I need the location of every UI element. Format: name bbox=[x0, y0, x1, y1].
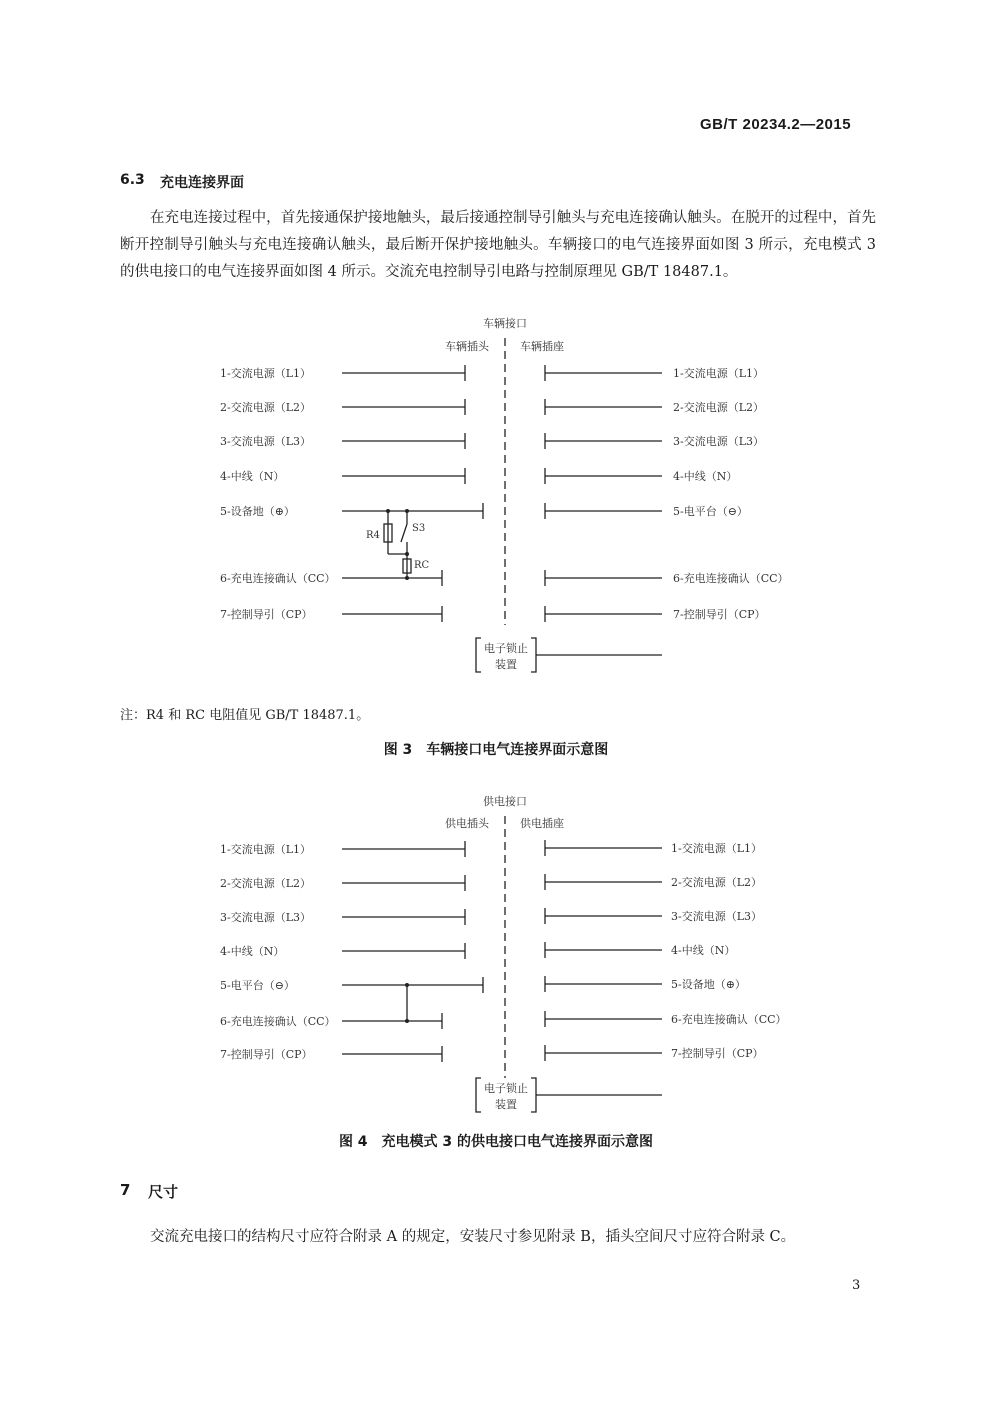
standard-code: GB/T 20234.2—2015 bbox=[700, 116, 852, 133]
fig3-top-title: 车辆接口 bbox=[483, 317, 527, 330]
s3-switch bbox=[401, 524, 407, 542]
fig4-right-label: 7-控制导引（CP） bbox=[671, 1047, 764, 1060]
fig3-caption: 图 3 车辆接口电气连接界面示意图 bbox=[383, 742, 609, 758]
figure-4-diagram bbox=[0, 788, 992, 1128]
fig3-left-label: 7-控制导引（CP） bbox=[220, 608, 313, 621]
fig4-lock-line1: 电子锁止 bbox=[484, 1082, 528, 1095]
fig4-socket-label: 供电插座 bbox=[520, 817, 564, 830]
fig3-right-label: 2-交流电源（L2） bbox=[673, 401, 765, 414]
fig3-right-label: 6-充电连接确认（CC） bbox=[673, 572, 789, 585]
fig4-left-label: 2-交流电源（L2） bbox=[220, 877, 312, 890]
section-7-paragraph bbox=[120, 1224, 876, 1251]
fig4-top-title: 供电接口 bbox=[483, 795, 527, 808]
fig3-plug-label: 车辆插头 bbox=[445, 340, 489, 353]
fig4-left-label: 6-充电连接确认（CC） bbox=[220, 1015, 336, 1028]
junction-dot bbox=[405, 552, 409, 556]
fig3-right-label: 1-交流电源（L1） bbox=[673, 367, 765, 380]
junction-dot bbox=[405, 509, 409, 513]
fig4-caption: 图 4 充电模式 3 的供电接口电气连接界面示意图 bbox=[338, 1134, 654, 1150]
fig3-lock-line1: 电子锁止 bbox=[484, 642, 528, 655]
fig4-left-label: 5-电平台（⊖） bbox=[220, 979, 295, 992]
fig3-left-label: 1-交流电源（L1） bbox=[220, 367, 312, 380]
fig4-left-label: 7-控制导引（CP） bbox=[220, 1048, 313, 1061]
lock-bracket-right bbox=[531, 1078, 536, 1112]
fig3-left-label: 3-交流电源（L3） bbox=[220, 435, 312, 448]
lock-bracket-left bbox=[476, 638, 481, 672]
fig4-right-label: 2-交流电源（L2） bbox=[671, 876, 763, 889]
fig3-note: 注：R4 和 RC 电阻值见 GB/T 18487.1。 bbox=[120, 708, 370, 723]
section-6-3-paragraph bbox=[120, 205, 876, 286]
section-6-3-number: 6.3 bbox=[120, 172, 145, 188]
junction-dot bbox=[405, 983, 409, 987]
fig4-right-label: 4-中线（N） bbox=[671, 944, 736, 957]
fig4-left-label: 4-中线（N） bbox=[220, 945, 285, 958]
junction-dot bbox=[405, 1019, 409, 1023]
fig3-lock-line2: 装置 bbox=[495, 658, 517, 671]
fig3-right-label: 7-控制导引（CP） bbox=[673, 608, 766, 621]
fig4-left-label: 1-交流电源（L1） bbox=[220, 843, 312, 856]
fig3-socket-label: 车辆插座 bbox=[520, 340, 564, 353]
section-6-3-title: 充电连接界面 bbox=[160, 175, 244, 191]
fig4-lock-line2: 装置 bbox=[495, 1098, 517, 1111]
fig4-right-label: 6-充电连接确认（CC） bbox=[671, 1013, 787, 1026]
fig3-left-label: 2-交流电源（L2） bbox=[220, 401, 312, 414]
fig4-right-label: 1-交流电源（L1） bbox=[671, 842, 763, 855]
fig4-plug-label: 供电插头 bbox=[445, 817, 489, 830]
fig3-right-label: 3-交流电源（L3） bbox=[673, 435, 765, 448]
s3-label: S3 bbox=[412, 523, 426, 534]
fig3-left-label: 5-设备地（⊕） bbox=[220, 505, 295, 518]
fig3-right-label: 5-电平台（⊖） bbox=[673, 505, 748, 518]
section-7-title: 尺寸 bbox=[148, 1183, 179, 1201]
section-6-3-text: 在充电连接过程中，首先接通保护接地触头，最后接通控制导引触头与充电连接确认触头。在脱开的过程中，首先断开控制导引触头与充电连接确认触头，最后断开保护接地触头。车辆接口的电气连接界面如图 3 所示，充电模式 3 的供电接口的电气连接界面如图 4 所示。交流充电控制导引电路与控制原理见 GB/T 18487.1。 bbox=[120, 210, 876, 280]
fig3-left-label: 6-充电连接确认（CC） bbox=[220, 572, 336, 585]
fig4-right-label: 3-交流电源（L3） bbox=[671, 910, 763, 923]
r4-label: R4 bbox=[366, 530, 380, 541]
fig3-right-label: 4-中线（N） bbox=[673, 470, 738, 483]
section-7-text: 交流充电接口的结构尺寸应符合附录 A 的规定，安装尺寸参见附录 B，插头空间尺寸应符合附录 C。 bbox=[150, 1229, 796, 1245]
fig4-right-label: 5-设备地（⊕） bbox=[671, 978, 746, 991]
lock-bracket-left bbox=[476, 1078, 481, 1112]
page-number: 3 bbox=[852, 1278, 861, 1293]
lock-bracket-right bbox=[531, 638, 536, 672]
fig3-left-label: 4-中线（N） bbox=[220, 470, 285, 483]
junction-dot bbox=[386, 509, 390, 513]
junction-dot bbox=[405, 576, 409, 580]
figure-3-diagram bbox=[0, 310, 992, 680]
rc-label: RC bbox=[414, 560, 430, 571]
section-7-number: 7 bbox=[120, 1181, 131, 1199]
fig4-left-label: 3-交流电源（L3） bbox=[220, 911, 312, 924]
